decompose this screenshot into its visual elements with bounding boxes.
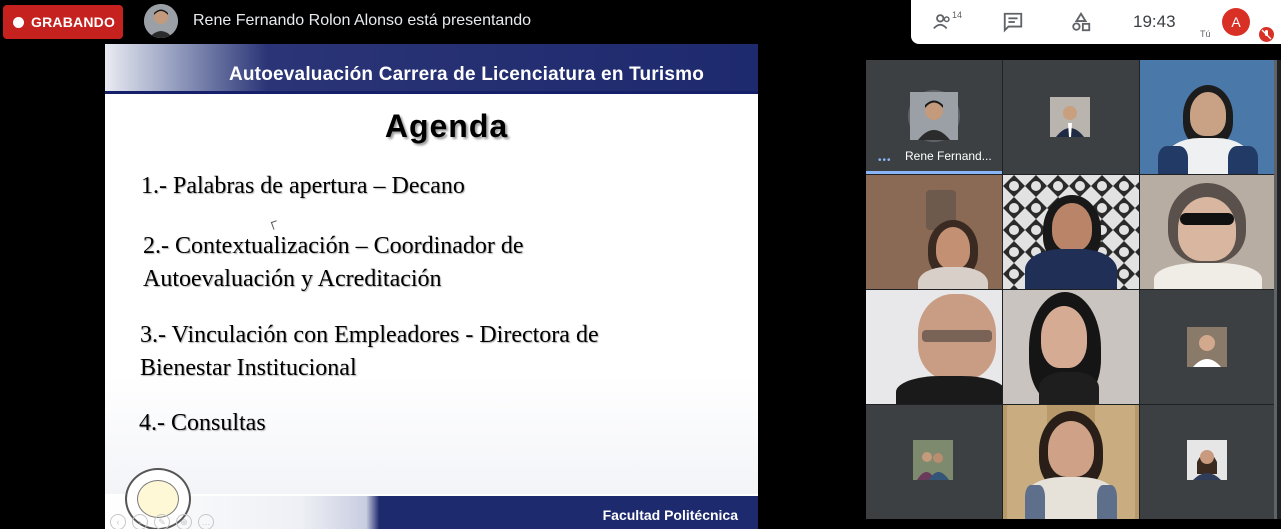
participant-tile-speaker[interactable] [866,60,1002,174]
clock: 19:43 [1133,12,1176,31]
next-slide-icon[interactable]: › [132,514,148,529]
mic-off-icon [1259,27,1274,42]
people-icon[interactable] [932,11,954,33]
self-avatar[interactable]: A [1222,8,1250,36]
active-speaker-bar [866,171,1002,174]
people-count-badge: 14 [952,10,963,20]
slide-navigation [110,514,240,529]
participant-tile[interactable] [1003,60,1139,174]
self-label: Tú [1200,29,1211,39]
avatar [1050,97,1090,137]
agenda-item-4: 4.- Consultas [139,410,266,436]
participant-tile[interactable] [1140,290,1276,404]
record-dot-icon [13,17,24,28]
agenda-item-3-cont: Bienestar Institucional [140,355,357,381]
presentation-slide [105,44,758,529]
activities-icon[interactable] [1070,11,1092,33]
avatar [913,440,953,480]
participant-tile[interactable] [866,290,1002,404]
participant-tile[interactable] [866,175,1002,289]
recording-badge[interactable] [3,5,123,39]
participant-tile[interactable] [1003,175,1139,289]
presenter-avatar [144,4,178,38]
agenda-item-3: 3.- Vinculación con Empleadores - Directora de [140,322,599,348]
speaking-indicator-icon: ••• [878,155,892,166]
presenting-text: Rene Fernando Rolon Alonso está presentando [193,12,532,29]
participant-tile[interactable] [866,405,1002,519]
avatar [1187,327,1227,367]
participant-tile[interactable] [1140,60,1276,174]
more-icon[interactable]: … [198,514,214,529]
agenda-item-1: 1.- Palabras de apertura – Decano [141,173,465,199]
slide-header-title: Autoevaluación Carrera de Licenciatura en Turismo [228,64,705,85]
participant-tile[interactable] [1140,405,1276,519]
avatar [1187,440,1227,480]
agenda-item-2: 2.- Contextualización – Coordinador de [143,233,524,259]
avatar [908,90,960,142]
chat-icon[interactable] [1002,11,1024,33]
participant-tile[interactable] [1003,405,1139,519]
zoom-icon[interactable]: ⊕ [176,514,192,529]
participant-name: Rene Fernand... [905,149,992,163]
previous-slide-icon[interactable]: ‹ [110,514,126,529]
agenda-item-2-cont: Autoevaluación y Acreditación [143,266,442,292]
recording-label: GRABANDO [31,14,116,30]
agenda-title: Agenda [384,108,509,144]
grid-scrollbar[interactable] [1274,60,1277,519]
participant-tile[interactable] [1003,290,1139,404]
slide-footer-text: Facultad Politécnica [602,507,738,523]
participant-grid [866,60,1281,519]
pen-icon[interactable]: ✎ [154,514,170,529]
participant-tile[interactable] [1140,175,1276,289]
